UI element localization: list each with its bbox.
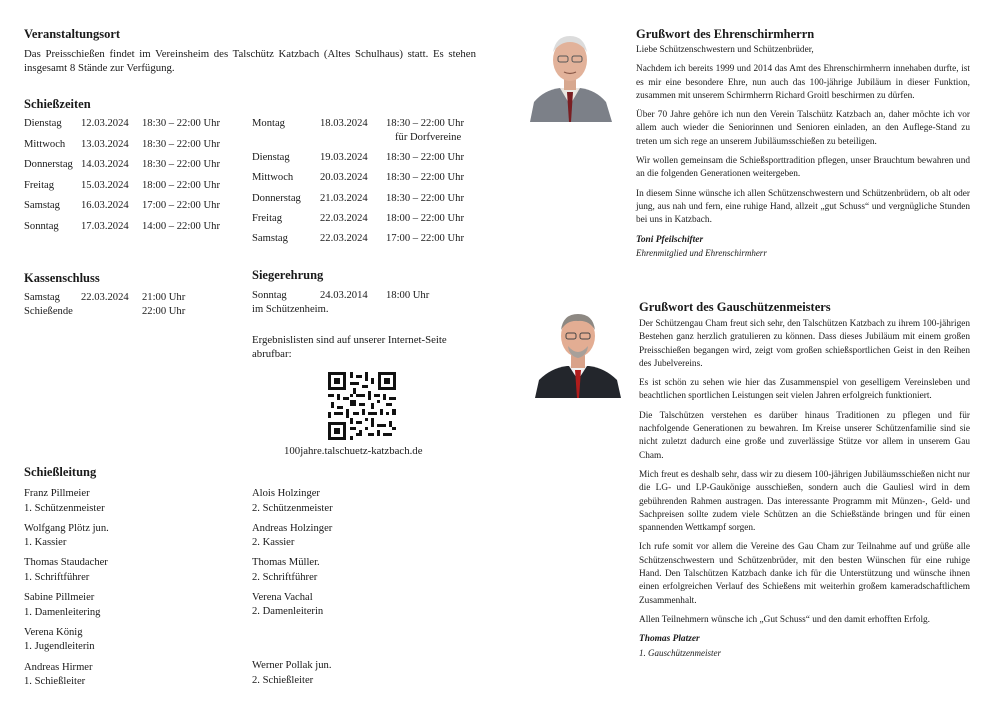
leader-entry (24, 487, 105, 516)
time-range: 18:30 – 22:00 Uhr (386, 192, 464, 204)
closing-time: 21:00 Uhr (142, 292, 186, 303)
greeting1-sig-role: Ehrenmitglied und Ehrenschirmherr (636, 247, 767, 258)
time-range: 17:00 – 22:00 Uhr (142, 200, 220, 211)
time-range: 14:00 – 22:00 Uhr (142, 220, 220, 232)
ceremony-heading: Siegerehrung (252, 268, 324, 282)
leader-name: Andreas Hirmer (24, 661, 93, 673)
time-date: 20.03.2024 (320, 172, 368, 184)
greeting2-paragraph: Der Schützengau Cham freut sich sehr, den Talschützen Katzbach zu ihrem 100-jährigen Bestehen ganz herzlich gratulieren zu können. Dass dieses Jubiläum mit einem großen Preisschießen begangen wird, zeigt vom großen schießsportlichen Geist in den Reihen des Jubelvereins. (639, 319, 970, 369)
time-day: Freitag (24, 179, 55, 191)
leader-name: Sabine Pillmeier (24, 592, 95, 604)
leader-entry (24, 522, 109, 551)
time-day: Donnerstag (24, 159, 73, 170)
leader-role: 1. Schützenmeister (24, 502, 105, 514)
time-day: Sonntag (24, 220, 59, 232)
leader-name: Alois Holzinger (252, 488, 320, 499)
leader-name: Werner Pollak jun. (252, 660, 332, 671)
ceremony-day: Sonntag (252, 290, 287, 301)
time-date: 17.03.2024 (81, 220, 129, 232)
leader-name: Franz Pillmeier (24, 488, 90, 499)
times-heading: Schießzeiten (24, 97, 91, 111)
closing-date: 22.03.2024 (81, 292, 129, 303)
greeting1-paragraph: Liebe Schützenschwestern und Schützenbrüder, (636, 45, 814, 55)
greeting1-paragraph: Über 70 Jahre gehöre ich nun den Verein Talschütz Katzbach an, daher möchte ich vor allem auch wieder die Seniorinnen und Senioren einladen, an den Auflege-Stand zu treten um sich rege an unserem Jubiläumsschießen zu beteiligen. (636, 110, 970, 147)
venue-heading: Veranstaltungsort (24, 27, 121, 41)
greeting2-paragraph: Die Talschützen verstehen es darüber hinaus Traditionen zu pflegen und für nachfolgende Generationen zu bewahren. Im Kreise unserer Schützenfamilie sind sie nicht zuletzt dadurch eine große und zuverlässige Stütze vor allem in unserem Gau Cham. (639, 410, 970, 461)
greeting1-signature (636, 234, 970, 262)
time-date: 12.03.2024 (81, 118, 129, 129)
time-date: 16.03.2024 (81, 200, 129, 211)
leader-role: 2. Schießleiter (252, 674, 314, 686)
greeting2-paragraph: Mich freut es deshalb sehr, dass wir zu diesem 100-jährigen Jubiläumsschießen nicht nur die LG- und LP-Gaukönige ausschießen, sondern auch die Gauliesl wird in dem gebührenden Rahmen austragen. Das interessante Programm mit Münzen-, Geld- und Sachpreisen sollte zudem viele Schützen an die Schießstände bringen und für einen spannenden Wettkampf sorgen. (639, 469, 970, 534)
ceremony-date: 24.03.2014 (320, 290, 368, 301)
greeting2-sig-role: 1. Gauschützenmeister (639, 647, 721, 658)
honorary-patron-photo (520, 30, 620, 122)
end-time: 22:00 Uhr (142, 306, 186, 317)
time-day: Samstag (24, 200, 60, 211)
time-range: 17:00 – 22:00 Uhr (386, 233, 464, 245)
time-date: 15.03.2024 (81, 179, 129, 191)
time-day: Mittwoch (24, 138, 66, 150)
time-range: 18:30 – 22:00 Uhr (386, 152, 464, 163)
time-note: für Dorfvereine (395, 132, 462, 143)
leadership-heading: Schießleitung (24, 465, 97, 479)
time-date: 13.03.2024 (81, 138, 129, 150)
end-label: Schießende (24, 306, 73, 317)
time-day: Samstag (252, 233, 288, 245)
leader-name: Verena König (24, 626, 83, 638)
leader-role: 2. Schriftführer (252, 571, 318, 583)
time-day: Freitag (252, 212, 283, 224)
time-range: 18:30 – 22:00 Uhr (142, 138, 220, 150)
greeting1-body (636, 44, 970, 261)
leader-name: Verena Vachal (252, 591, 313, 603)
greeting2-body (639, 318, 970, 661)
venue-text: Das Preisschießen findet im Vereinsheim des Talschütz Katzbach (Altes Schulhaus) statt. Es stehen insgesamt 8 Stände zur Verfügung. (24, 48, 476, 75)
closing-day: Samstag (24, 292, 60, 303)
ceremony-time: 18:00 Uhr (386, 290, 430, 301)
leader-role: 1. Damenleitering (24, 606, 101, 618)
ceremony-place: im Schützenheim. (252, 304, 329, 315)
greeting2-sig-name: Thomas Platzer (639, 634, 700, 645)
greeting1-heading: Grußwort des Ehrenschirmherrn (636, 27, 815, 41)
leader-entry (252, 522, 332, 551)
closing-heading: Kassenschluss (24, 271, 100, 285)
results-text: Ergebnislisten sind auf unserer Internet-Seite abrufbar: (252, 334, 447, 361)
leader-entry (24, 556, 108, 585)
time-date: 22.03.2024 (320, 212, 368, 224)
time-date: 18.03.2024 (320, 118, 368, 129)
leader-entry (252, 556, 320, 585)
greeting1-paragraph: Wir wollen gemeinsam die Schießsporttradition pflegen, unser Brauchtum bewahren und an die folgenden Generationen weitergeben. (636, 156, 970, 180)
time-range: 18:00 – 22:00 Uhr (386, 212, 464, 224)
leader-name: Andreas Holzinger (252, 522, 333, 534)
time-range: 18:30 – 22:00 Uhr (386, 118, 464, 129)
leader-entry (24, 626, 95, 655)
greeting2-paragraph: Ich rufe somit vor allem die Vereine des Gau Cham zur Teilnahme auf und grüße alle Schützenschwestern und Schützenbrüder, mit den besten Wünschen für eine ruhige Hand. Den Talschützen Katzbach danke ich für die Unterstützung und wünsche ihnen einen erfolgreichen Verlauf des Schießens mit weiterhin großem kameradschaftlichem Zusammenhalt. (639, 542, 970, 606)
leader-role: 1. Schießleiter (24, 676, 86, 687)
leader-role: 1. Jugendleiterin (24, 641, 95, 653)
leader-entry (252, 487, 333, 516)
leader-role: 2. Schützenmeister (252, 502, 333, 514)
greeting2-paragraph: Es ist schön zu sehen wie hier das Zusammenspiel von geselligem Vereinsleben und beachtlichen sportlichen Leistungen seit vielen Jahren erfolgreich funktioniert. (639, 378, 970, 402)
greeting1-paragraph: In diesem Sinne wünsche ich allen Schützenschwestern und Schützenbrüdern, ob alt oder jung, aus nah und fern, eine ruhige Hand, allzeit „gut Schuss“ und vergnügliche Stunden bei uns in Katzbach. (636, 188, 970, 226)
greeting1-sig-name: Toni Pfeilschifter (636, 234, 704, 245)
greeting2-signature (639, 633, 970, 661)
greeting2-paragraph: Allen Teilnehmern wünsche ich „Gut Schuss“ und den damit erhofften Erfolg. (639, 614, 931, 625)
time-range: 18:30 – 22:00 Uhr (386, 172, 464, 184)
greeting1-paragraph: Nachdem ich bereits 1999 und 2014 das Amt des Ehrenschirmherrn innehaben durfte, ist es mir eine besondere Ehre, nun auch das 100-jährige Jubiläum in dieser Funktion, zusammen mit unserem Schirmherrn Richard Groitl beschirmen zu dürfen. (636, 64, 970, 101)
leader-entry (24, 661, 93, 690)
leader-name: Wolfgang Plötz jun. (24, 522, 109, 534)
time-date: 14.03.2024 (81, 159, 129, 170)
leader-role: 2. Damenleiterin (252, 606, 324, 617)
website-url[interactable]: 100jahre.talschuetz-katzbach.de (284, 445, 423, 457)
time-date: 21.03.2024 (320, 192, 368, 204)
leader-role: 1. Schriftführer (24, 571, 90, 583)
leader-name: Thomas Müller. (252, 557, 320, 568)
time-day: Dienstag (252, 152, 290, 163)
leader-name: Thomas Staudacher (24, 557, 108, 569)
time-date: 22.03.2024 (320, 233, 368, 245)
time-range: 18:30 – 22:00 Uhr (142, 159, 220, 170)
time-range: 18:00 – 22:00 Uhr (142, 179, 220, 191)
leader-entry (252, 591, 323, 620)
time-day: Dienstag (24, 118, 62, 129)
qr-code-icon[interactable] (328, 372, 396, 440)
leader-role: 2. Kassier (252, 537, 295, 548)
gau-master-photo (535, 306, 621, 398)
leader-role: 1. Kassier (24, 537, 67, 549)
leader-entry (24, 591, 100, 620)
time-day: Montag (252, 118, 285, 129)
greeting2-heading: Grußwort des Gauschützenmeisters (639, 300, 831, 314)
time-day: Mittwoch (252, 172, 294, 184)
time-day: Donnerstag (252, 192, 301, 204)
time-date: 19.03.2024 (320, 152, 368, 163)
time-range: 18:30 – 22:00 Uhr (142, 118, 220, 129)
leader-entry (252, 659, 331, 688)
